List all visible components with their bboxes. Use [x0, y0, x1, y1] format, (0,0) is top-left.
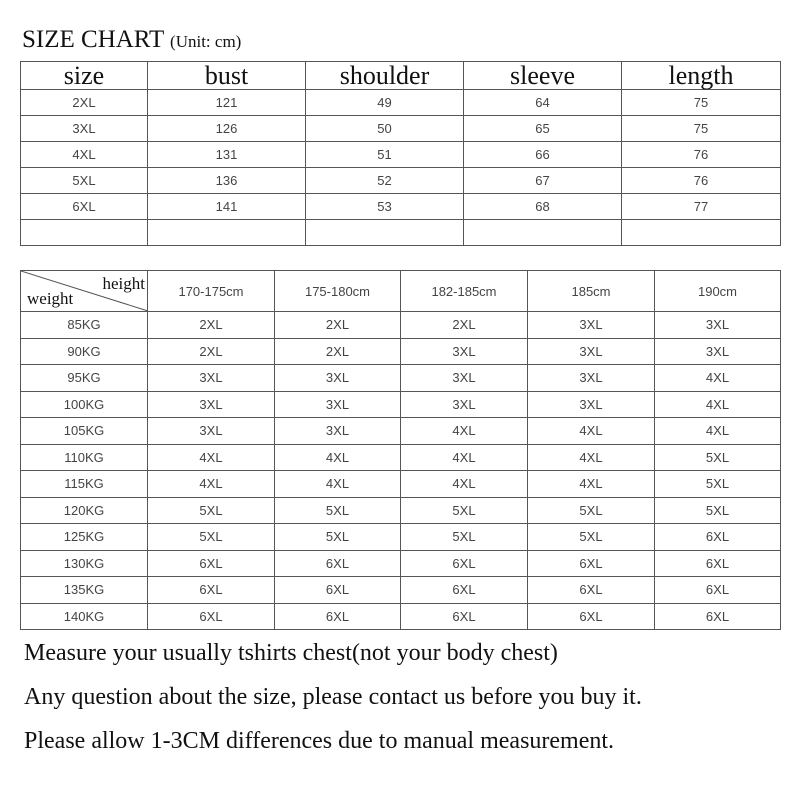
size-cell: 6XL — [655, 524, 781, 551]
table-row — [21, 312, 781, 339]
size-cell: 5XL — [275, 524, 401, 551]
table-row — [21, 116, 781, 142]
table-cell: 76 — [622, 142, 781, 168]
table-cell: 126 — [148, 116, 306, 142]
size-cell: 4XL — [655, 391, 781, 418]
size-cell: 3XL — [655, 338, 781, 365]
size-cell: 3XL — [148, 391, 275, 418]
height-column-header: 170-175cm — [148, 271, 275, 312]
size-cell: 4XL — [655, 418, 781, 445]
size-cell: 4XL — [655, 365, 781, 392]
weight-cell: 130KG — [21, 550, 148, 577]
size-cell: 6XL — [528, 577, 655, 604]
size-cell: 6XL — [655, 550, 781, 577]
table-cell: 68 — [464, 194, 622, 220]
size-cell: 6XL — [528, 550, 655, 577]
size-cell: 5XL — [528, 497, 655, 524]
weight-cell: 135KG — [21, 577, 148, 604]
table-cell: 75 — [622, 116, 781, 142]
size-cell: 4XL — [148, 444, 275, 471]
table-cell: 3XL — [21, 116, 148, 142]
size-cell: 4XL — [401, 444, 528, 471]
table-cell: 65 — [464, 116, 622, 142]
size-cell: 6XL — [401, 577, 528, 604]
size-cell: 5XL — [401, 497, 528, 524]
note-3: Please allow 1-3CM differences due to manual measurement. — [24, 728, 615, 754]
size-cell: 3XL — [401, 338, 528, 365]
unit-label: (Unit: cm) — [170, 32, 242, 51]
table-cell: 50 — [306, 116, 464, 142]
table-cell: 76 — [622, 168, 781, 194]
size-cell: 5XL — [275, 497, 401, 524]
weight-label: weight — [27, 289, 74, 308]
note-2: Any question about the size, please contact us before you buy it. — [24, 684, 642, 710]
table-row — [21, 168, 781, 194]
table-row — [21, 90, 781, 116]
size-cell: 3XL — [148, 418, 275, 445]
size-cell: 6XL — [148, 550, 275, 577]
size-cell: 3XL — [401, 365, 528, 392]
size-cell: 2XL — [148, 338, 275, 365]
weight-cell: 120KG — [21, 497, 148, 524]
size-cell: 3XL — [148, 365, 275, 392]
table-cell: 131 — [148, 142, 306, 168]
measurement-table — [20, 61, 781, 246]
column-header: sleeve — [464, 62, 622, 90]
size-cell: 5XL — [655, 444, 781, 471]
table-cell — [622, 220, 781, 246]
height-weight-fit-table — [20, 270, 781, 630]
size-cell: 4XL — [401, 418, 528, 445]
size-cell: 5XL — [528, 524, 655, 551]
height-column-header: 190cm — [655, 271, 781, 312]
weight-cell: 90KG — [21, 338, 148, 365]
table-cell — [148, 220, 306, 246]
height-column-header: 175-180cm — [275, 271, 401, 312]
table-row — [21, 497, 781, 524]
size-cell: 2XL — [401, 312, 528, 339]
table-cell: 52 — [306, 168, 464, 194]
table-row — [21, 418, 781, 445]
table-cell: 64 — [464, 90, 622, 116]
size-cell: 6XL — [528, 603, 655, 630]
size-cell: 3XL — [528, 365, 655, 392]
table-cell: 75 — [622, 90, 781, 116]
size-cell: 3XL — [275, 391, 401, 418]
table-row — [21, 524, 781, 551]
height-column-header: 182-185cm — [401, 271, 528, 312]
page-title — [22, 26, 241, 54]
size-cell: 4XL — [275, 444, 401, 471]
size-cell: 5XL — [655, 497, 781, 524]
size-cell: 3XL — [528, 338, 655, 365]
size-cell: 2XL — [275, 312, 401, 339]
table-cell: 66 — [464, 142, 622, 168]
column-header: shoulder — [306, 62, 464, 90]
table-cell: 51 — [306, 142, 464, 168]
size-cell: 4XL — [528, 418, 655, 445]
size-cell: 4XL — [148, 471, 275, 498]
table-row — [21, 444, 781, 471]
size-cell: 3XL — [275, 365, 401, 392]
weight-cell: 95KG — [21, 365, 148, 392]
size-cell: 3XL — [401, 391, 528, 418]
size-cell: 6XL — [275, 577, 401, 604]
table-row — [21, 142, 781, 168]
fit-header-row — [21, 271, 781, 312]
weight-cell: 115KG — [21, 471, 148, 498]
size-cell: 4XL — [528, 471, 655, 498]
height-column-header: 185cm — [528, 271, 655, 312]
table-row — [21, 391, 781, 418]
table-cell: 53 — [306, 194, 464, 220]
weight-cell: 105KG — [21, 418, 148, 445]
note-1: Measure your usually tshirts chest(not your body chest) — [24, 640, 558, 666]
size-cell: 3XL — [528, 391, 655, 418]
table-row — [21, 338, 781, 365]
size-cell: 4XL — [528, 444, 655, 471]
weight-cell: 85KG — [21, 312, 148, 339]
size-cell: 6XL — [148, 577, 275, 604]
table-row — [21, 603, 781, 630]
size-cell: 3XL — [528, 312, 655, 339]
size-cell: 6XL — [655, 577, 781, 604]
size-cell: 4XL — [401, 471, 528, 498]
size-cell: 5XL — [401, 524, 528, 551]
table-row — [21, 365, 781, 392]
table-row — [21, 471, 781, 498]
table-cell: 136 — [148, 168, 306, 194]
table-cell: 2XL — [21, 90, 148, 116]
size-cell: 5XL — [655, 471, 781, 498]
size-cell: 4XL — [275, 471, 401, 498]
column-header: size — [21, 62, 148, 90]
weight-cell: 125KG — [21, 524, 148, 551]
table-cell: 77 — [622, 194, 781, 220]
table-row — [21, 577, 781, 604]
height-label: height — [102, 274, 145, 293]
table-cell: 121 — [148, 90, 306, 116]
size-cell: 2XL — [275, 338, 401, 365]
size-cell: 5XL — [148, 524, 275, 551]
table-cell — [464, 220, 622, 246]
table-cell: 5XL — [21, 168, 148, 194]
measure-header-row — [21, 62, 781, 90]
table-cell — [21, 220, 148, 246]
table-cell: 4XL — [21, 142, 148, 168]
size-cell: 6XL — [655, 603, 781, 630]
column-header: bust — [148, 62, 306, 90]
size-cell: 6XL — [401, 603, 528, 630]
size-cell: 6XL — [148, 603, 275, 630]
size-cell: 3XL — [655, 312, 781, 339]
table-row — [21, 194, 781, 220]
weight-cell: 140KG — [21, 603, 148, 630]
title-text: SIZE CHART — [22, 26, 164, 53]
table-cell — [306, 220, 464, 246]
size-cell: 6XL — [275, 550, 401, 577]
weight-cell: 100KG — [21, 391, 148, 418]
table-cell: 6XL — [21, 194, 148, 220]
size-cell: 3XL — [275, 418, 401, 445]
corner-cell — [21, 271, 148, 312]
size-cell: 6XL — [401, 550, 528, 577]
table-cell: 67 — [464, 168, 622, 194]
table-cell: 49 — [306, 90, 464, 116]
column-header: length — [622, 62, 781, 90]
size-cell: 2XL — [148, 312, 275, 339]
table-row — [21, 550, 781, 577]
weight-cell: 110KG — [21, 444, 148, 471]
size-cell: 5XL — [148, 497, 275, 524]
table-cell: 141 — [148, 194, 306, 220]
table-row — [21, 220, 781, 246]
size-cell: 6XL — [275, 603, 401, 630]
